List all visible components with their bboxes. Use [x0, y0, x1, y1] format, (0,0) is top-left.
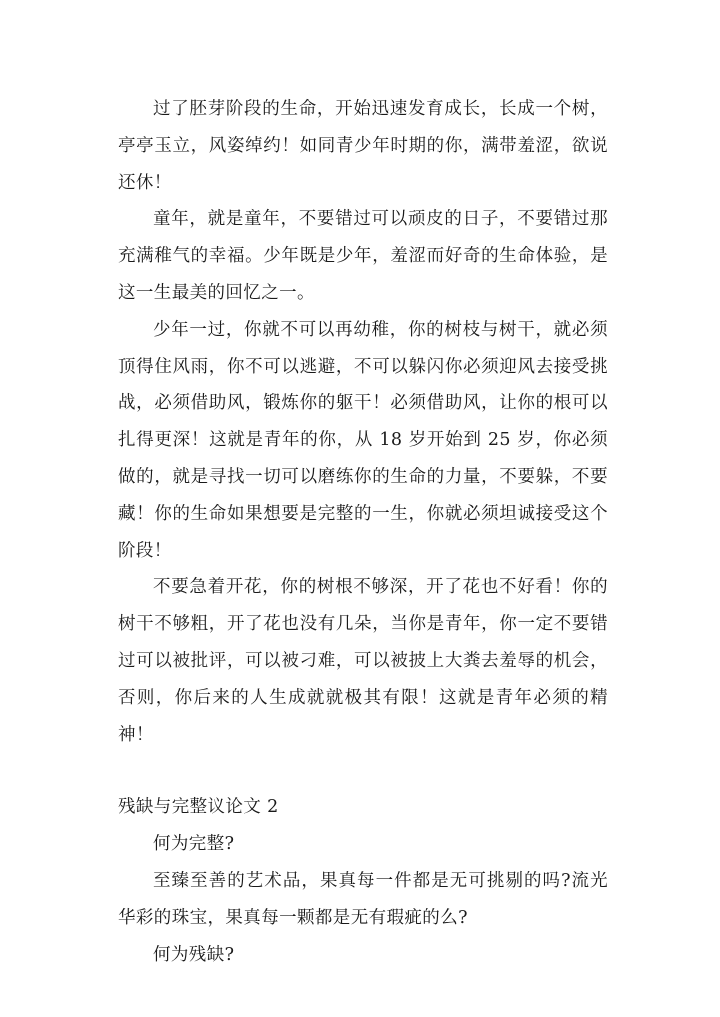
paragraph-what-is-incomplete: 何为残缺? [153, 944, 235, 965]
paragraph-do-not-rush: 不要急着开花，你的树根不够深，开了花也不好看！你的树干不够粗，开了花也没有几朵，当你是青年，你一定不要错过可以被批评，可以被刁难，可以被披上大粪去羞辱的机会，否则，你后来的人生成就就极其有限！这就是青年必须的精神！ [118, 577, 608, 745]
section-spacer [118, 753, 608, 789]
paragraph-what-is-complete: 何为完整? [153, 834, 235, 855]
paragraph-sapling-stage: 过了胚芽阶段的生命，开始迅速发育成长，长成一个树，亭亭玉立，风姿绰约！如同青少年时期的你，满带羞涩，欲说还休！ [118, 99, 608, 193]
document-body [118, 91, 608, 973]
paragraph-youth-challenge: 少年一过，你就不可以再幼稚，你的树枝与树干，就必须顶得住风雨，你不可以逃避，不可以躲闪你必须迎风去接受挑战，必须借助风，锻炼你的躯干！必须借助风，让你的根可以扎得更深！这就是青年的你，从 18 岁开始到 25 岁，你必须做的，就是寻找一切可以磨练你的生命的力量，不要躲，不要藏！你的生命如果想要是完整的一生，你就必须坦诚接受这个阶段！ [118, 319, 608, 561]
paragraph-childhood: 童年，就是童年，不要错过可以顽皮的日子，不要错过那充满稚气的幸福。少年既是少年，羞涩而好奇的生命体验，是这一生最美的回忆之一。 [118, 209, 608, 303]
section-heading: 残缺与完整议论文 2 [118, 797, 279, 818]
paragraph-art-and-jewels: 至臻至善的艺术品，果真每一件都是无可挑剔的吗?流光华彩的珠宝，果真每一颗都是无有瑕疵的么? [118, 870, 608, 928]
